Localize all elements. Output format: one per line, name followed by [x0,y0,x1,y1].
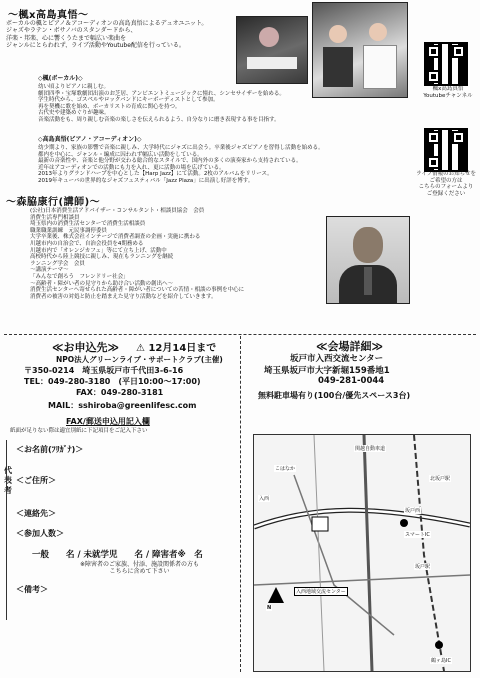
representative-label: 代表者 [4,466,12,495]
bio-line: 古代史や建築めぐりが趣味。 [38,110,110,117]
field-name[interactable]: ＜お名前(ﾌﾘｶﾞﾅ)＞ [16,445,84,454]
form-note: 紙面が足りない際は適宜別紙に下記項目をご記入下さい [10,428,148,434]
bio-line: (公社)日本消費生活アドバイザー・コンサルタント・相談員協会 会員 [30,208,205,214]
map-label: こはなか [275,466,296,472]
map-label: 鶴ヶ島IC [431,658,451,664]
bio-line: 劇団四季・宝塚歌劇団出演のお芝居、アンビエントミュージックに憧れ、シンセサイザーを始める。 [38,90,285,97]
bio-line: 職業職業訓練 元民事調停委員 [30,227,108,234]
duo-title: 〜楓x高島真悟〜 [8,10,89,21]
apply-fax: FAX：049-280-3181 [76,388,164,397]
lecturer-title: 〜森脇康行(講師)〜 [6,197,101,208]
map-label: 入西 [259,496,270,502]
bio-line: 再を契機に歌を始め、ボーカリストの育成に関心を持つ。 [38,103,181,110]
bio-line: ～講演テーマ～ [30,267,69,274]
bio-line: 消費生活専門相談員 [30,214,80,221]
venue-map[interactable] [253,434,471,672]
takashima-title: ◇高島真悟(ピアノ・アコーディオン)◇ [38,136,142,143]
bio-line: ランニング学会 会員 [30,260,85,267]
youtube-caption: 楓x高島真悟 Youtubeチャンネル [423,86,473,99]
map-label: 坂戸西 [405,508,421,514]
intro-line: ボーカルの楓とピアノ＆アコーディオンの高島真悟によるデュオユニット。 [6,20,208,27]
form-margin-line [6,440,9,620]
deadline: ⚠ 12月14日まで [136,343,217,354]
field-contact[interactable]: ＜連絡先＞ [16,509,56,518]
field-remarks[interactable]: ＜備考＞ [16,585,48,594]
participant-note: ※障害者のご家族、付添、施設関係者の方も こちらに含めて下さい [80,561,200,575]
bio-line: 音楽活動をも、周り親しむ音楽の楽しさを伝えられるよう、自分なりに磨き表現する事を目指す。 [38,116,280,123]
field-address[interactable]: ＜ご住所＞ [16,476,56,485]
apply-tel: TEL：049-280-3180 (平日10:00～17:00) [24,377,201,386]
venue-tel: 049-281-0044 [318,376,385,386]
apply-mail: MAIL：sshiroba@greenlifesc.com [48,401,197,410]
takashima-bio [38,145,414,185]
bio-line: 川越市内で「オレンジカフェ」等にて立ち上げ、活動中 [30,247,167,254]
kaede-title: ◇楓(ボーカル)◇ [38,75,83,82]
form-title: FAX/郵送申込用記入欄 [66,417,150,426]
kaede-bio [38,84,414,124]
column-divider [240,336,241,672]
north-arrow-icon: N [267,605,272,611]
duo-intro [6,20,236,50]
intro-line: ジャンルにとらわれず、ライブ活動やYoutube配信を行っている。 [6,42,185,50]
bio-line: ～高齢者・障がい者の見守りから助け合い活動の創出へ～ [30,280,174,287]
bio-line: 最新の音楽性や、音楽と他分野が交わる総合的なスタイルで、国内外の多くの演奏家から支持されている。 [38,158,302,165]
field-participants[interactable]: ＜参加人数＞ [16,529,64,538]
venue-parking: 無料駐車場有り(100台/優先スペース3台) [258,391,411,400]
bio-line: 川越市内の自治会で、自治会役員を4期務める [30,240,144,247]
apply-title: ≪お申込先≫ [52,341,120,354]
map-label: 坂戸駅 [415,564,431,570]
bio-line: 埼玉県内の消費生活センターで消費生活相談員 [30,221,146,228]
intro-line: ジャズやラテン・ボサノバのスタンダードから、 [6,27,137,35]
cut-line [4,334,476,335]
organizer: NPO法人グリーンライブ・サポートクラブ(主催) [56,355,223,364]
intro-line: 洋楽・邦楽、心に響くうたまで幅広い楽曲を [6,34,127,42]
bio-line: 大学卒業後、株式会社インテージで消費者調査の企画・実施に携わる [30,234,201,241]
venue-address: 埼玉県坂戸市大字新堀159番地1 [264,366,390,376]
venue-title: ≪会場詳細≫ [316,340,384,353]
map-label-venue: 入西地域交流センター [296,589,346,595]
bio-line: 2019年キューバの世界的なジャズフェスティバル「Jazz Plaza」に出演し好評を博す。 [38,177,254,184]
bio-line: 消費生活センターへ寄せられた高齢者・障がい者についての苦情・相談の事例を中心に [30,287,245,294]
apply-address: 〒350-0214 埼玉県坂戸市千代田3-6-16 [24,366,184,375]
bio-line: 2013年よりグランドハープを中心とした【Harp Jazz】にて活動。2枚のアルバムをリリース。 [38,171,273,178]
lecturer-photo [326,216,410,304]
bio-line: 「みんなで創ろう フレンドリー社会」 [30,273,129,280]
bio-line: 幼い頃よりピアノに親しむ。 [38,84,110,90]
bio-line: 幼少期より、家族の影響で音楽に親しみ、大学時代にジャズに出会う。卒業後ジャズピアノを習得し活動を始める。 [38,145,324,151]
bio-line: 学生時代から、ゴスペルやロックバンドにキーボーディストとして参加。 [38,97,219,104]
venue-name: 坂戸市入西交流センター [290,354,384,364]
youtube-qr-code[interactable] [424,42,468,86]
map-label: 関越自動車道 [355,446,386,452]
bio-line: 近年はアコーディオンでの活動にも力を入れ、更に活動の場を広げている。 [38,164,225,171]
bio-line: 消費者の被害の対処と防止を踏まえた見守り活動などを紹介していきます。 [30,293,217,300]
bio-line: 高校時代から陸上競技に親しみ、現在もランニングを継続 [30,254,174,261]
duo-photo-1 [236,16,308,84]
bio-line: 都内を中心に、ジャンル・編成に囚われず幅広い活動をしている。 [38,151,203,158]
live-info-qr-code[interactable] [424,128,468,172]
map-label: スマートIC [405,532,430,538]
participant-count-line[interactable]: 一般 名 / 未就学児 名 / 障害者※ 名 [32,550,203,560]
map-label: 北坂戸駅 [430,476,451,482]
live-info-caption: ライブ情報のお知らせを ご希望の方は こちらのフォームより ご登録ください [415,171,476,197]
lecturer-bio [30,208,330,300]
